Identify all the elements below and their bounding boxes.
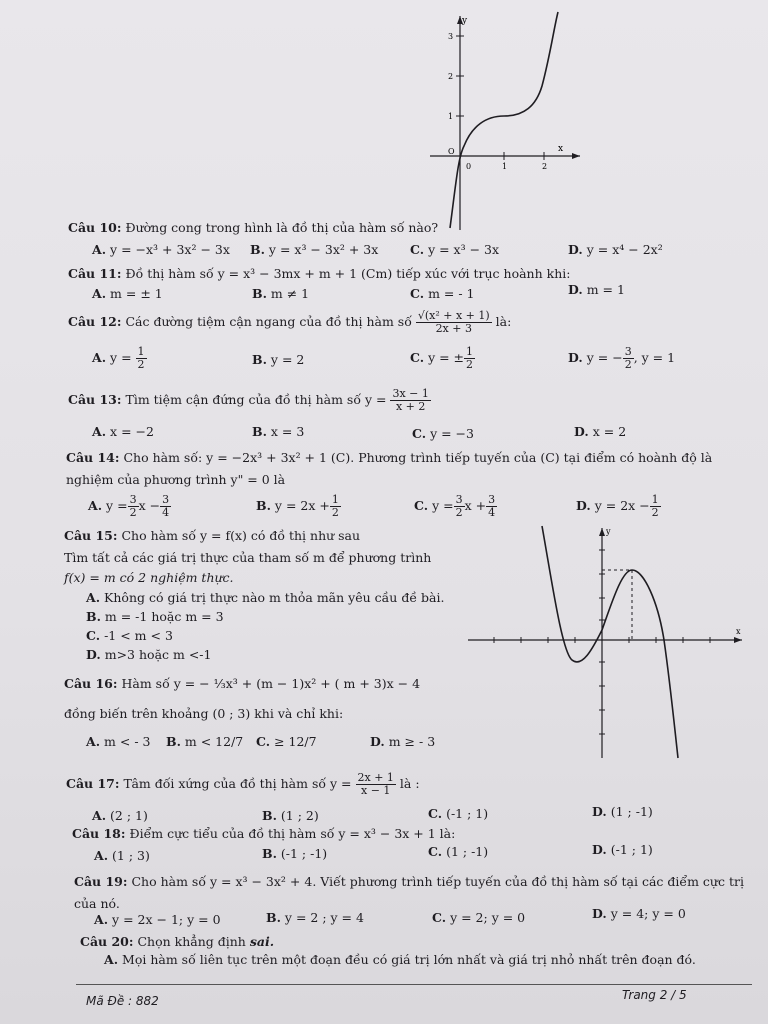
q17-option-d-key: D. <box>592 804 607 819</box>
q14-option-d-pre: y = 2x − <box>594 498 650 513</box>
q11-option-a-text: m = ± 1 <box>110 286 163 301</box>
q20-text: Chọn khẳng định <box>137 934 246 949</box>
q13-option-b-text: x = 3 <box>270 424 305 439</box>
q15-option-a[interactable] <box>86 590 444 605</box>
q13-option-b[interactable] <box>252 424 304 439</box>
q12-suffix: là: <box>495 314 512 329</box>
q10-option-b[interactable] <box>250 242 378 257</box>
q11-option-c[interactable] <box>410 286 475 301</box>
q17-option-c[interactable] <box>428 806 488 821</box>
q12-option-c-frac <box>464 346 475 371</box>
q14-label: Câu 14: <box>66 450 120 465</box>
q14-option-c-frac1 <box>454 494 465 519</box>
q10-option-a[interactable] <box>92 242 230 257</box>
q10-ytick-2: 2 <box>448 72 454 81</box>
q17-func-num: 2x + 1 <box>357 771 394 784</box>
q15-option-a-text: Không có giá trị thực nào m thỏa mãn yêu cầu đề bài. <box>104 590 445 605</box>
q20-option-a[interactable] <box>104 952 696 967</box>
q16-option-b[interactable] <box>166 734 243 749</box>
q12-option-d-frac <box>623 346 634 371</box>
q17-function <box>356 772 396 797</box>
q17-option-d[interactable] <box>592 804 653 819</box>
q18-option-c-key: C. <box>428 844 443 859</box>
q14-option-a-d2: 4 <box>162 506 170 519</box>
q15-option-a-key: A. <box>86 590 101 605</box>
q15-option-c-key: C. <box>86 628 101 643</box>
q13-option-b-key: B. <box>252 424 267 439</box>
q11-option-b[interactable] <box>252 286 309 301</box>
q12-option-a[interactable] <box>92 346 147 371</box>
q13-option-d[interactable] <box>574 424 626 439</box>
q15-option-d[interactable] <box>86 647 211 662</box>
q14-option-a[interactable] <box>88 494 171 519</box>
q14-option-a-n1: 3 <box>129 493 137 506</box>
q12-func-num: √(x² + x + 1) <box>417 309 490 322</box>
q14-option-a-pre: y = <box>106 498 128 513</box>
q15-graph <box>464 522 748 762</box>
q19-option-d-key: D. <box>592 906 607 921</box>
q18-option-c[interactable] <box>428 844 488 859</box>
q16-text: Hàm số y = − ⅓x³ + (m − 1)x² + ( m + 3)x − 4 <box>121 676 421 691</box>
q11-option-d-key: D. <box>568 282 583 297</box>
q13-text: Tìm tiệm cận đứng của đồ thị hàm số <box>125 392 361 407</box>
q18-option-a-text: (1 ; 3) <box>112 848 150 863</box>
q19-question <box>74 874 744 889</box>
q14-option-b-pre: y = 2x + <box>274 498 330 513</box>
q13-label: Câu 13: <box>68 392 122 407</box>
q20-question <box>80 934 274 949</box>
q14-option-a-frac1 <box>128 494 139 519</box>
q18-option-d[interactable] <box>592 842 653 857</box>
q13-option-d-key: D. <box>574 424 589 439</box>
q14-option-a-key: A. <box>88 498 103 513</box>
q12-label: Câu 12: <box>68 314 122 329</box>
q14-option-d-key: D. <box>576 498 591 513</box>
q13-question <box>68 388 431 413</box>
q10-option-d-text: y = x⁴ − 2x² <box>586 242 663 257</box>
q12-option-a-frac <box>136 346 147 371</box>
q15-option-d-key: D. <box>86 647 101 662</box>
q14-option-c-n1: 3 <box>455 493 463 506</box>
q16-option-b-key: B. <box>166 734 181 749</box>
q12-option-d-pre: y = − <box>586 350 623 365</box>
q19-option-b-key: B. <box>266 910 281 925</box>
q12-option-b-key: B. <box>252 352 267 367</box>
q12-option-c-den: 2 <box>466 358 474 371</box>
q14-option-c[interactable] <box>414 494 497 519</box>
q13-option-c-text: y = −3 <box>430 426 474 441</box>
q17-option-b-text: (1 ; 2) <box>280 808 319 823</box>
q14-option-d-n1: 1 <box>651 493 659 506</box>
q11-option-d[interactable] <box>568 282 625 297</box>
q16-option-d-text: m ≥ - 3 <box>388 734 436 749</box>
q11-option-a-key: A. <box>92 286 107 301</box>
q12-option-b-text: y = 2 <box>270 352 305 367</box>
q14-option-c-key: C. <box>414 498 429 513</box>
q10-label: Câu 10: <box>68 220 122 235</box>
q12-option-c-num: 1 <box>466 345 474 358</box>
q19-line1: Cho hàm số y = x³ − 3x² + 4. Viết phương trình tiếp tuyến của đồ thị hàm số tại các điểm cực trị <box>131 874 744 889</box>
q12-option-c[interactable] <box>410 346 475 371</box>
q12-option-d-post: , y = 1 <box>633 350 676 365</box>
q13-func-pre: y = <box>364 392 387 407</box>
q10-option-c-text: y = x³ − 3x <box>428 242 500 257</box>
q10-option-b-key: B. <box>250 242 265 257</box>
q12-option-c-pre: y = ± <box>428 350 465 365</box>
q15-x-label: x <box>736 627 741 636</box>
q10-xtick-2: 2 <box>542 162 548 171</box>
q13-function <box>390 388 430 413</box>
q14-line2: nghiệm của phương trình y" = 0 là <box>66 472 286 487</box>
q19-option-b-text: y = 2 ; y = 4 <box>284 910 364 925</box>
q14-option-d-frac <box>650 494 661 519</box>
q14-option-c-mid: x + <box>464 498 487 513</box>
q10-xtick-0: 0 <box>466 162 472 171</box>
q14-option-c-frac2 <box>486 494 497 519</box>
q17-option-a[interactable] <box>92 808 148 823</box>
q15-option-b-text: m = -1 hoặc m = 3 <box>104 609 224 624</box>
q19-option-a-key: A. <box>94 912 109 927</box>
q16-option-a-key: A. <box>86 734 101 749</box>
q13-func-num: 3x − 1 <box>392 387 429 400</box>
q16-option-d[interactable] <box>370 734 435 749</box>
q11-option-d-text: m = 1 <box>586 282 625 297</box>
q10-option-a-key: A. <box>92 242 107 257</box>
q18-option-a-key: A. <box>94 848 109 863</box>
footer-exam-code: Mã Đề : 882 <box>86 994 159 1008</box>
q15-line2: Tìm tất cả các giá trị thực của tham số m để phương trình <box>64 550 432 565</box>
q12-option-c-key: C. <box>410 350 425 365</box>
q12-text: Các đường tiệm cận ngang của đồ thị hàm số <box>125 314 412 329</box>
q17-suffix: là : <box>399 776 420 791</box>
q12-option-a-pre: y = <box>110 350 132 365</box>
q19-option-a-text: y = 2x − 1; y = 0 <box>112 912 221 927</box>
q10-ytick-1: 1 <box>448 112 454 121</box>
q18-option-d-key: D. <box>592 842 607 857</box>
q17-question <box>66 772 420 797</box>
q14-option-b-d1: 2 <box>331 506 339 519</box>
q14-option-c-n2: 3 <box>488 493 496 506</box>
q11-option-b-key: B. <box>252 286 267 301</box>
q15-question <box>64 528 360 543</box>
q14-line1: Cho hàm số: y = −2x³ + 3x² + 1 (C). Phương trình tiếp tuyến của (C) tại điểm có hoành độ là <box>123 450 713 465</box>
q17-option-b-key: B. <box>262 808 277 823</box>
q20-text-emphasis: sai. <box>249 934 275 949</box>
q12-function <box>416 310 492 335</box>
q15-option-c[interactable] <box>86 628 173 643</box>
q15-option-c-text: -1 < m < 3 <box>104 628 173 643</box>
q16-option-c[interactable] <box>256 734 317 749</box>
q20-option-a-key: A. <box>104 952 119 967</box>
q11-text: Đồ thị hàm số y = x³ − 3mx + m + 1 (Cm) tiếp xúc với trục hoành khi: <box>125 266 571 281</box>
q10-graph <box>420 8 600 233</box>
q14-option-b-frac <box>330 494 341 519</box>
q19-label: Câu 19: <box>74 874 128 889</box>
q17-func-pre: y = <box>330 776 352 791</box>
q18-option-b-key: B. <box>262 846 277 861</box>
q11-option-c-key: C. <box>410 286 425 301</box>
q17-option-c-key: C. <box>428 806 443 821</box>
q15-option-b-key: B. <box>86 609 101 624</box>
q12-question <box>68 310 511 335</box>
q17-option-a-key: A. <box>92 808 107 823</box>
q11-option-a[interactable] <box>92 286 163 301</box>
q14-option-c-pre: y = <box>432 498 454 513</box>
q10-option-b-text: y = x³ − 3x² + 3x <box>268 242 379 257</box>
q17-option-a-text: (2 ; 1) <box>110 808 148 823</box>
q11-question <box>68 266 570 281</box>
q12-option-d[interactable] <box>568 346 675 371</box>
q12-option-a-num: 1 <box>137 345 145 358</box>
q14-option-d[interactable] <box>576 494 661 519</box>
q10-ytick-3: 3 <box>448 32 454 41</box>
q10-y-label: y <box>462 16 468 26</box>
q18-label: Câu 18: <box>72 826 126 841</box>
q11-label: Câu 11: <box>68 266 122 281</box>
q19-option-c-text: y = 2; y = 0 <box>450 910 526 925</box>
q16-line2: đồng biến trên khoảng (0 ; 3) khi và chỉ khi: <box>64 706 344 721</box>
q13-option-a[interactable] <box>92 424 154 439</box>
q14-option-b-key: B. <box>256 498 271 513</box>
q20-label: Câu 20: <box>80 934 134 949</box>
q13-option-c-key: C. <box>412 426 427 441</box>
q19-option-d[interactable] <box>592 906 686 921</box>
q14-option-a-frac2 <box>160 494 171 519</box>
q16-option-a-text: m < - 3 <box>104 734 151 749</box>
q16-option-c-text: ≥ 12/7 <box>274 734 317 749</box>
q17-text: Tâm đối xứng của đồ thị hàm số <box>123 776 327 791</box>
q14-option-a-n2: 3 <box>162 493 170 506</box>
q18-option-d-text: (-1 ; 1) <box>610 842 653 857</box>
q16-option-c-key: C. <box>256 734 271 749</box>
q15-y-label: y <box>606 527 611 536</box>
q14-option-a-mid: x − <box>138 498 161 513</box>
q16-question <box>64 676 420 691</box>
q15-option-b[interactable] <box>86 609 224 624</box>
q10-text: Đường cong trong hình là đồ thị của hàm số nào? <box>125 220 439 235</box>
q15-line1: Cho hàm số y = f(x) có đồ thị như sau <box>121 528 361 543</box>
q16-option-d-key: D. <box>370 734 385 749</box>
q13-option-a-text: x = −2 <box>110 424 154 439</box>
q14-option-b[interactable] <box>256 494 341 519</box>
q15-line3: f(x) = m có 2 nghiệm thực. <box>64 570 234 585</box>
q15-graph-svg <box>464 522 748 762</box>
q18-option-a[interactable] <box>94 848 150 863</box>
q19-option-b[interactable] <box>266 910 364 925</box>
footer-divider <box>76 984 752 985</box>
q16-option-b-text: m < 12/7 <box>184 734 244 749</box>
q13-func-den: x + 2 <box>395 400 426 413</box>
q12-func-den: 2x + 3 <box>435 322 472 335</box>
q13-option-c[interactable] <box>412 426 474 441</box>
q10-option-c[interactable] <box>410 242 499 257</box>
q15-option-d-text: m>3 hoặc m <-1 <box>104 647 212 662</box>
q12-option-b[interactable] <box>252 352 304 367</box>
q10-xtick-1: 1 <box>502 162 508 171</box>
q10-x-label: x <box>558 144 564 154</box>
q10-origin-label: O <box>448 147 455 156</box>
q17-label: Câu 17: <box>66 776 120 791</box>
q14-option-c-d1: 2 <box>455 506 463 519</box>
q12-option-d-num: 3 <box>624 345 632 358</box>
q19-option-d-text: y = 4; y = 0 <box>610 906 686 921</box>
q10-graph-svg <box>420 8 600 233</box>
q14-option-d-d1: 2 <box>651 506 659 519</box>
q19-option-a[interactable] <box>94 912 221 927</box>
footer-page-number: Trang 2 / 5 <box>622 988 687 1002</box>
q14-option-b-n1: 1 <box>331 493 339 506</box>
q15-label: Câu 15: <box>64 528 118 543</box>
q12-option-a-den: 2 <box>137 358 145 371</box>
q17-option-b[interactable] <box>262 808 319 823</box>
q17-option-d-text: (1 ; -1) <box>610 804 653 819</box>
q19-line2: của nó. <box>74 896 120 911</box>
q14-question <box>66 450 712 465</box>
q10-option-c-key: C. <box>410 242 425 257</box>
q12-option-a-key: A. <box>92 350 107 365</box>
q16-option-a[interactable] <box>86 734 150 749</box>
q17-option-c-text: (-1 ; 1) <box>446 806 489 821</box>
q10-option-a-text: y = −x³ + 3x² − 3x <box>110 242 230 257</box>
q18-option-b[interactable] <box>262 846 327 861</box>
q12-option-d-key: D. <box>568 350 583 365</box>
q11-option-c-text: m = - 1 <box>428 286 475 301</box>
q20-option-a-text: Mọi hàm số liên tục trên một đoạn đều có giá trị lớn nhất và giá trị nhỏ nhất trên đoạn đó. <box>122 952 696 967</box>
q14-option-c-d2: 4 <box>488 506 496 519</box>
q11-option-b-text: m ≠ 1 <box>270 286 310 301</box>
q10-option-d[interactable] <box>568 242 663 257</box>
q13-option-a-key: A. <box>92 424 107 439</box>
q18-option-b-text: (-1 ; -1) <box>280 846 328 861</box>
q16-label: Câu 16: <box>64 676 118 691</box>
q10-option-d-key: D. <box>568 242 583 257</box>
q17-func-den: x − 1 <box>361 784 391 797</box>
q18-option-c-text: (1 ; -1) <box>446 844 489 859</box>
q18-question <box>72 826 455 841</box>
q19-option-c[interactable] <box>432 910 525 925</box>
q19-option-c-key: C. <box>432 910 447 925</box>
q18-text: Điểm cực tiểu của đồ thị hàm số y = x³ − 3x + 1 là: <box>129 826 456 841</box>
q14-option-a-d1: 2 <box>129 506 137 519</box>
q13-option-d-text: x = 2 <box>592 424 627 439</box>
q12-option-d-den: 2 <box>624 358 632 371</box>
q10-question <box>68 220 438 235</box>
